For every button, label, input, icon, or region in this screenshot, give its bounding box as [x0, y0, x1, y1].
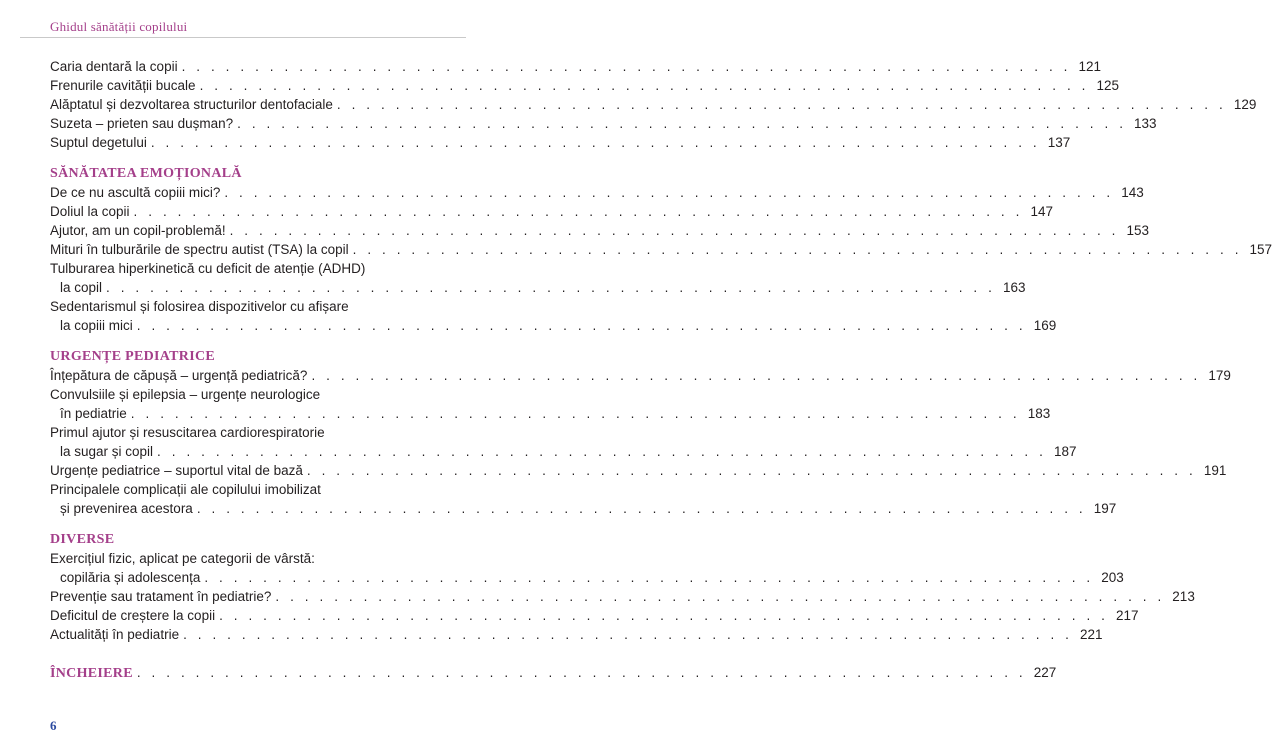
toc-entry[interactable]: [50, 549, 1124, 587]
toc-entry-title: Convulsiile și epilepsia – urgențe neurologice: [50, 387, 321, 402]
toc-page-number: 137: [1047, 135, 1071, 150]
toc-entry-title: la copiii mici: [60, 318, 133, 333]
dot-leader: . . . . . . . . . . . . . . . . . . . . . . . . . . . . . . . . . . . . . . . . . . . . . . . . . . . . . . . . . . . . .: [219, 608, 1109, 623]
toc-page-number: 183: [1027, 406, 1051, 421]
toc-entry-line: [50, 423, 463, 442]
toc-entry-title: Frenurile cavității bucale: [50, 78, 196, 93]
toc-page-number: 121: [1078, 59, 1102, 74]
dot-leader: . . . . . . . . . . . . . . . . . . . . . . . . . . . . . . . . . . . . . . . . . . . . . . . . . . . . . . . . . . . . .: [150, 135, 1041, 150]
dot-leader: . . . . . . . . . . . . . . . . . . . . . . . . . . . . . . . . . . . . . . . . . . . . . . . . . . . . . . . . . . . . .: [336, 97, 1227, 112]
toc-entry[interactable]: [50, 95, 1257, 114]
toc-page-number: 153: [1126, 223, 1150, 238]
toc-entry-title: Suptul degetului: [50, 135, 147, 150]
dot-leader: . . . . . . . . . . . . . . . . . . . . . . . . . . . . . . . . . . . . . . . . . . . . . . . . . . . . . . . . . . . . .: [237, 116, 1127, 131]
toc-entry-line: [50, 133, 1071, 152]
toc-entry-title: Alăptatul și dezvoltarea structurilor dentofaciale: [50, 97, 333, 112]
toc-final-entry[interactable]: [50, 663, 1057, 683]
dot-leader: . . . . . . . . . . . . . . . . . . . . . . . . . . . . . . . . . . . . . . . . . . . . . . . . . . . . . . . . . . . . .: [106, 280, 996, 295]
toc-entry-line: [50, 316, 1057, 335]
dot-leader: . . . . . . . . . . . . . . . . . . . . . . . . . . . . . . . . . . . . . . . . . . . . . . . . . . . . . . . . . . . . .: [275, 589, 1165, 604]
toc-page-number: 147: [1030, 204, 1053, 219]
toc-entry[interactable]: [50, 76, 1120, 95]
toc-entry-line: [50, 95, 1257, 114]
toc-entry-line: [50, 549, 463, 568]
toc-entry[interactable]: [50, 202, 1053, 221]
toc-entry-title: Primul ajutor și resuscitarea cardiorespiratorie: [50, 425, 325, 440]
toc-entry-title: Suzeta – prieten sau dușman?: [50, 116, 234, 131]
toc-entry-line: [50, 221, 1150, 240]
toc-entry-line: [50, 625, 1103, 644]
toc-entry[interactable]: [50, 480, 1117, 518]
dot-leader: . . . . . . . . . . . . . . . . . . . . . . . . . . . . . . . . . . . . . . . . . . . . . . . . . . . . . . . . . . . . .: [352, 242, 1243, 257]
toc-entry[interactable]: [50, 133, 1071, 152]
toc-entry-line: [50, 202, 1053, 221]
toc-entry-line: [50, 663, 1057, 683]
dot-leader: . . . . . . . . . . . . . . . . . . . . . . . . . . . . . . . . . . . . . . . . . . . . . . . . . . . . . . . . . . . . .: [183, 627, 1073, 642]
toc-entry[interactable]: [50, 461, 1227, 480]
toc-entry-title: Mituri în tulburările de spectru autist (TSA) la copil: [50, 242, 349, 257]
toc-entry[interactable]: [50, 57, 1102, 76]
toc-entry-line: [50, 259, 463, 278]
toc-page-number: 191: [1203, 463, 1227, 478]
section-heading: URGENȚE PEDIATRICE: [50, 349, 215, 364]
dot-leader: . . . . . . . . . . . . . . . . . . . . . . . . . . . . . . . . . . . . . . . . . . . . . . . . . . . . . . . . . . . . .: [224, 185, 1114, 200]
toc-entry-title: Sedentarismul și folosirea dispozitivelor cu afișare: [50, 299, 349, 314]
toc-entry-title: Doliul la copii: [50, 204, 130, 219]
dot-leader: . . . . . . . . . . . . . . . . . . . . . . . . . . . . . . . . . . . . . . . . . . . . . . . . . . . . . . . . . . . . .: [204, 570, 1094, 585]
toc-entry-line: [50, 404, 1051, 423]
toc-entry[interactable]: [50, 114, 1157, 133]
toc-entry-line: [50, 240, 1272, 259]
dot-leader: . . . . . . . . . . . . . . . . . . . . . . . . . . . . . . . . . . . . . . . . . . . . . . . . . . . . . . . . . . . . .: [229, 223, 1120, 238]
toc-entry[interactable]: [50, 221, 1150, 240]
page-number: 6: [50, 718, 57, 733]
toc-page-number: 169: [1033, 318, 1057, 333]
dot-leader: . . . . . . . . . . . . . . . . . . . . . . . . . . . . . . . . . . . . . . . . . . . . . . . . . . . . . . . . . . . . .: [133, 204, 1023, 219]
toc-entry[interactable]: [50, 625, 1103, 644]
dot-leader: . . . . . . . . . . . . . . . . . . . . . . . . . . . . . . . . . . . . . . . . . . . . . . . . . . . . . . . . . . . . .: [199, 78, 1090, 93]
toc-page-number: 179: [1208, 368, 1231, 383]
toc-entry-line: [50, 499, 1117, 518]
toc-entry-line: [50, 385, 463, 404]
section-spacer: [50, 518, 463, 530]
toc-entry[interactable]: [50, 183, 1144, 202]
toc-entry[interactable]: [50, 606, 1139, 625]
toc-entry-title: Prevenție sau tratament în pediatrie?: [50, 589, 272, 604]
toc-entry-line: [50, 114, 1157, 133]
dot-leader: . . . . . . . . . . . . . . . . . . . . . . . . . . . . . . . . . . . . . . . . . . . . . . . . . . . . . . . . . . . . .: [181, 59, 1072, 74]
dot-leader: . . . . . . . . . . . . . . . . . . . . . . . . . . . . . . . . . . . . . . . . . . . . . . . . . . . . . . . . . . . . .: [196, 501, 1087, 516]
toc-entry-title: copilăria și adolescența: [60, 570, 201, 585]
toc-entry-title: Înțepătura de căpușă – urgență pediatrică?: [50, 368, 308, 383]
toc-entry-title: în pediatrie: [60, 406, 127, 421]
toc-entry-title: Actualități în pediatrie: [50, 627, 180, 642]
toc-entry[interactable]: [50, 587, 1195, 606]
dot-leader: . . . . . . . . . . . . . . . . . . . . . . . . . . . . . . . . . . . . . . . . . . . . . . . . . . . . . . . . . . . . .: [136, 665, 1027, 680]
dot-leader: . . . . . . . . . . . . . . . . . . . . . . . . . . . . . . . . . . . . . . . . . . . . . . . . . . . . . . . . . . . . .: [306, 463, 1197, 478]
toc-entry-line: [50, 461, 1227, 480]
toc-page-number: 125: [1096, 78, 1120, 93]
toc-entry-title: și prevenirea acestora: [60, 501, 193, 516]
section-spacer: [50, 152, 463, 164]
toc-page-number: 217: [1115, 608, 1139, 623]
toc-page-number: 221: [1079, 627, 1103, 642]
dot-leader: . . . . . . . . . . . . . . . . . . . . . . . . . . . . . . . . . . . . . . . . . . . . . . . . . . . . . . . . . . . . .: [311, 368, 1201, 383]
toc-page-number: 213: [1172, 589, 1195, 604]
toc-entry[interactable]: [50, 259, 1026, 297]
toc-entry-title: la sugar și copil: [60, 444, 154, 459]
toc-entry-title: Caria dentară la copii: [50, 59, 178, 74]
toc-entry-title: Exercițiul fizic, aplicat pe categorii de vârstă:: [50, 551, 315, 566]
toc-page-number: 157: [1249, 242, 1272, 257]
toc-entry[interactable]: [50, 385, 1051, 423]
toc-entry-title: Tulburarea hiperkinetică cu deficit de atenție (ADHD): [50, 261, 366, 276]
toc-entry-line: [50, 366, 1231, 385]
dot-leader: . . . . . . . . . . . . . . . . . . . . . . . . . . . . . . . . . . . . . . . . . . . . . . . . . . . . . . . . . . . . .: [157, 444, 1047, 459]
section-heading: DIVERSE: [50, 532, 115, 547]
final-heading: ÎNCHEIERE: [50, 666, 133, 681]
table-of-contents: [50, 57, 1272, 683]
toc-entry[interactable]: [50, 423, 1077, 461]
toc-entry-title: la copil: [60, 280, 103, 295]
section-spacer: [50, 335, 463, 347]
toc-page-number: 133: [1134, 116, 1157, 131]
toc-entry-line: [50, 278, 1026, 297]
toc-entry-title: Urgențe pediatrice – suportul vital de bază: [50, 463, 303, 478]
section-spacer: [50, 644, 463, 663]
toc-page-number: 163: [1002, 280, 1026, 295]
toc-entry-line: [50, 442, 1077, 461]
toc-entry-line: [50, 297, 463, 316]
toc-page-number: 197: [1093, 501, 1117, 516]
running-header: Ghidul sănătății copilului: [50, 19, 188, 34]
toc-page-number: 203: [1101, 570, 1124, 585]
toc-entry-line: [50, 76, 1120, 95]
toc-page-number: 227: [1033, 665, 1057, 680]
toc-entry-line: [50, 480, 463, 499]
toc-entry[interactable]: [50, 366, 1231, 385]
toc-entry[interactable]: [50, 297, 1057, 335]
toc-entry-title: De ce nu ascultă copiii mici?: [50, 185, 221, 200]
toc-entry-line: [50, 587, 1195, 606]
dot-leader: . . . . . . . . . . . . . . . . . . . . . . . . . . . . . . . . . . . . . . . . . . . . . . . . . . . . . . . . . . . . .: [136, 318, 1027, 333]
toc-page-number: 143: [1121, 185, 1144, 200]
toc-entry-title: Ajutor, am un copil-problemă!: [50, 223, 226, 238]
toc-entry-line: [50, 183, 1144, 202]
toc-page-number: 129: [1233, 97, 1257, 112]
toc-entry-line: [50, 57, 1102, 76]
toc-entry-title: Deficitul de creștere la copii: [50, 608, 216, 623]
section-heading: SĂNĂTATEA EMOȚIONALĂ: [50, 166, 242, 181]
toc-entry-line: [50, 568, 1124, 587]
toc-entry[interactable]: [50, 240, 1272, 259]
toc-entry-line: [50, 606, 1139, 625]
toc-entry-title: Principalele complicații ale copilului imobilizat: [50, 482, 321, 497]
dot-leader: . . . . . . . . . . . . . . . . . . . . . . . . . . . . . . . . . . . . . . . . . . . . . . . . . . . . . . . . . . . . .: [130, 406, 1021, 421]
toc-page-number: 187: [1053, 444, 1077, 459]
header-divider: [20, 37, 466, 38]
